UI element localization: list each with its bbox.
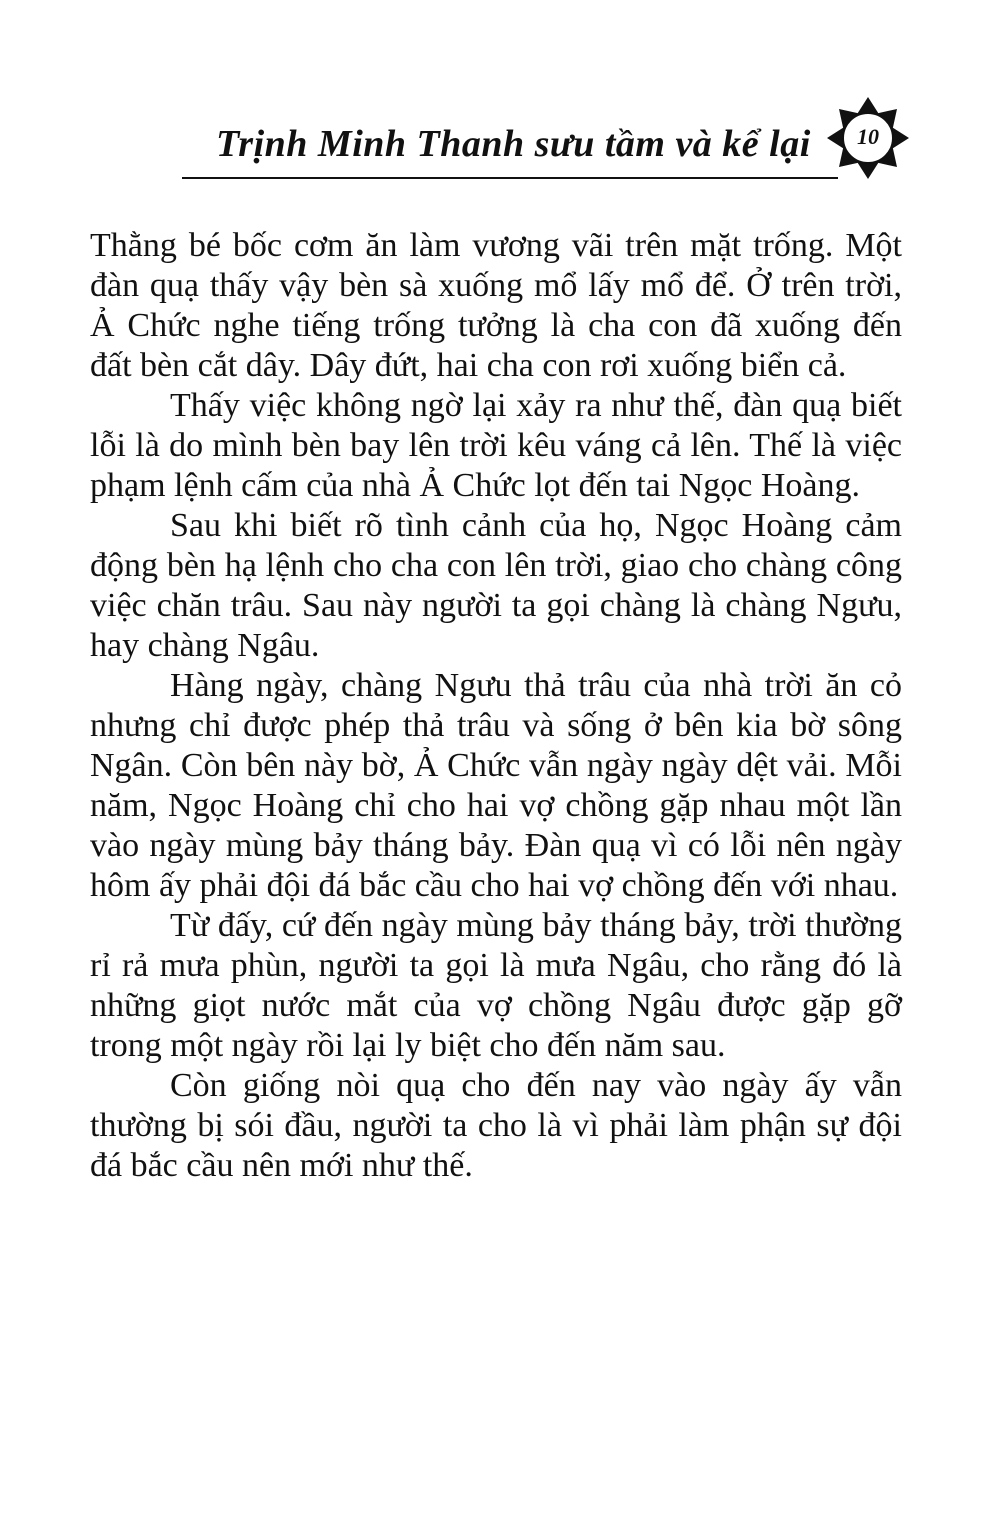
page-header [150,96,920,186]
paragraph: Còn giống nòi quạ cho đến nay vào ngày ấy vẫn thường bị sói đầu, người ta cho là vì phải làm phận sự đội đá bắc cầu nên mới như thế. [90,1067,902,1184]
story-body [90,226,902,1186]
header-rule [182,177,838,179]
paragraph: Thằng bé bốc cơm ăn làm vương vãi trên mặt trống. Một đàn quạ thấy vậy bèn sà xuống mổ lấy mổ để. Ở trên trời, Ả Chức nghe tiếng trống tưởng là cha con đã xuống đến đất bèn cắt dây. Dây đứt, hai cha con rơi xuống biển cả. [90,227,902,384]
page-number: 10 [857,124,879,149]
header-title: Trịnh Minh Thanh sưu tầm và kể lại [216,123,811,165]
paragraph: Từ đấy, cứ đến ngày mùng bảy tháng bảy, trời thường rỉ rả mưa phùn, người ta gọi là mưa Ngâu, cho rằng đó là những giọt nước mắt của vợ chồng Ngâu được gặp gỡ trong một ngày rồi lại ly biệt cho đến năm sau. [90,907,902,1064]
paragraph: Thấy việc không ngờ lại xảy ra như thế, đàn quạ biết lỗi là do mình bèn bay lên trời kêu váng cả lên. Thế là việc phạm lệnh cấm của nhà Ả Chức lọt đến tai Ngọc Hoàng. [90,387,902,504]
paragraph: Hàng ngày, chàng Ngưu thả trâu của nhà trời ăn cỏ nhưng chỉ được phép thả trâu và sống ở bên kia bờ sông Ngân. Còn bên này bờ, Ả Chức vẫn ngày ngày dệt vải. Mỗi năm, Ngọc Hoàng chỉ cho hai vợ chồng gặp nhau một lần vào ngày mùng bảy tháng bảy. Đàn quạ vì có lỗi nên ngày hôm ấy phải đội đá bắc cầu cho hai vợ chồng đến với nhau. [90,667,902,904]
paragraph: Sau khi biết rõ tình cảnh của họ, Ngọc Hoàng cảm động bèn hạ lệnh cho cha con lên trời, giao cho chàng công việc chăn trâu. Sau này người ta gọi chàng là chàng Ngưu, hay chàng Ngâu. [90,507,902,664]
page-number-badge [826,96,910,180]
